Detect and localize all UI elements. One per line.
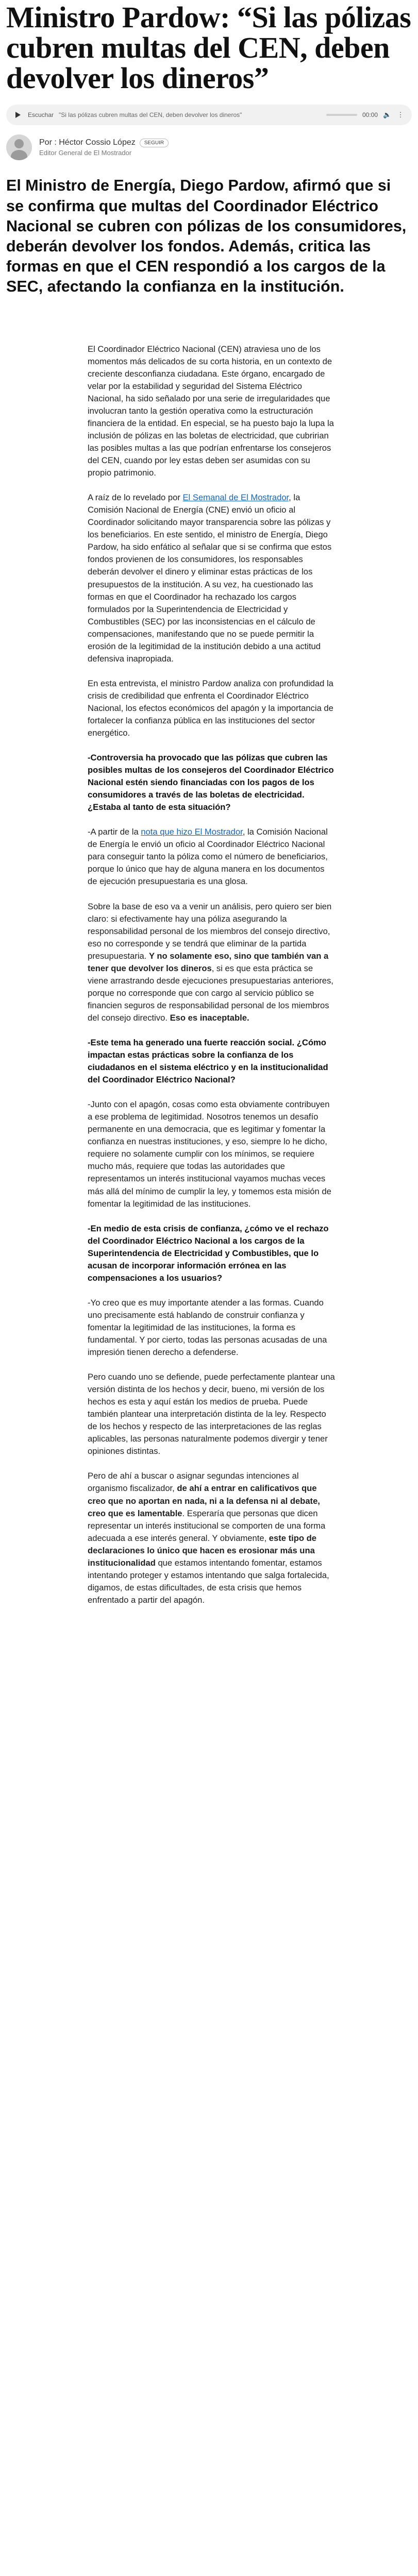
paragraph: Pero de ahí a buscar o asignar segundas intenciones al organismo fiscalizador, de ahí a entrar en calificativos que creo que no aportan en nada, ni a la defensa ni al debate, creo que es lamentable. Esperaría que personas que dicen representar un interés institucional se comporten de una forma adecuada a ese interés general. Y obviamente, este tipo de declaraciones lo único que hacen es erosionar más una institucionalidad que estamos intentando fomentar, estamos intentando proteger y estamos intentando que salga fortalecida, digamos, de estas dificultades, de esta crisis que hemos enfrentado a partir del apagón. (88, 1471, 329, 1605)
el-semanal-link[interactable]: El Semanal de El Mostrador (182, 493, 289, 503)
paragraph: -Yo creo que es muy importante atender a las formas. Cuando uno precisamente está hablando de construir confianza y fomentar la legitimidad de las instituciones, la forma es fundamental. Y por cierto, todas las personas acusadas de una impresión tienen derecho a defenderse. (88, 1297, 327, 1358)
author-block (6, 134, 412, 160)
interview-question: -En medio de esta crisis de confianza, ¿cómo ve el rechazo del Coordinador Eléctrico Nacional a los cargos de la Superintendencia de Electricidad y Combustibles, que lo acusan de incorporar información errónea en las compensaciones a los usuarios? (88, 1223, 329, 1283)
play-icon[interactable] (13, 110, 23, 120)
author-byline: Por : Héctor Cossio López (39, 138, 136, 147)
audio-time: 00:00 (362, 111, 378, 119)
interview-question: -Este tema ha generado una fuerte reacción social. ¿Cómo impactan estas prácticas sobre la confianza de los ciudadanos en el sistema eléctrico y en la institucionalidad del Coordinador Eléctrico Nacional? (88, 1038, 328, 1085)
nota-link[interactable]: nota que hizo El Mostrador (141, 827, 243, 837)
article-lead: El Ministro de Energía, Diego Pardow, afirmó que si se confirma que multas del Coordinador Eléctrico Nacional se cubren con pólizas de los consumidores, deberán devolver los fondos. Además, critica las formas en que el CEN respondió a los cargos de la SEC, afectando la confianza en la institución. (6, 177, 407, 295)
paragraph: El Coordinador Eléctrico Nacional (CEN) atraviesa uno de los momentos más delicados de su corta historia, en un contexto de creciente desconfianza ciudadana. Este órgano, encargado de velar por la estabilidad y seguridad del Sistema Eléctrico Nacional, ha sido señalado por una serie de irregularidades que involucran tanto la gestión operativa como la estructuración financiera de la entidad. En especial, se ha puesto bajo la lupa la inclusión de pólizas en las boletas de electricidad, que cubririan las posibles multas a las que podrían enfrentarse los consejeros del CEN, cuando por ley estas deben ser asumidas con su propio patrimonio. (88, 344, 334, 478)
follow-button[interactable]: SEGUIR (140, 139, 169, 147)
paragraph: -A partir de la nota que hizo El Mostrador, la Comisión Nacional de Energía le envió un oficio al Coordinador Eléctrico Nacional para conseguir tanto la póliza como el número de beneficiarios, porque lo único que hay de alguna manera en los documentos de ejecución presupuestaria es una glosa. (88, 827, 328, 887)
audio-track-title: "Si las pólizas cubren multas del CEN, deben devolver los dineros" (59, 111, 242, 119)
author-role: Editor General de El Mostrador (39, 149, 132, 157)
paragraph: Pero cuando uno se defiende, puede perfectamente plantear una versión distinta de los hechos y decir, bueno, mi versión de los hechos es esta y aquí están los medios de prueba. Puede también plantear una interpretación distinta de la ley. Respecto de los hechos y respecto de las interpretaciones de las reglas aplicables, las personas naturalmente podemos divergir y tener opiniones distintas. (88, 1372, 335, 1456)
audio-label: Escuchar (28, 111, 54, 119)
paragraph: En esta entrevista, el ministro Pardow analiza con profundidad la crisis de credibilidad que enfrenta el Coordinador Eléctrico Nacional, los efectos económicos del apagón y la importancia de fortalecer la confianza pública en las instituciones del sector energético. (88, 678, 333, 738)
paragraph: Sobre la base de eso va a venir un análisis, pero quiero ser bien claro: si efectivamente hay una póliza asegurando la responsabilidad personal de los miembros del consejo directivo, eso no corresponde y se tendrá que eliminar de la partida presupuestaria. Y no solamente eso, sino que también van a tener que devolver los dineros, si es que esta práctica se viene arrastrando desde ejecuciones presupuestarias anteriores, porque no corresponde que con cargo al servicio público se financien seguros de responsabilidad personal de los miembros del consejo directivo. Eso es inaceptable. (88, 901, 333, 1023)
article-body (88, 343, 335, 1606)
audio-progress-bar[interactable] (326, 114, 357, 116)
volume-icon[interactable]: 🔈 (383, 111, 392, 119)
more-icon[interactable]: ⋮ (397, 111, 404, 119)
interview-question: -Controversia ha provocado que las pólizas que cubren las posibles multas de los consejeros del Coordinador Eléctrico Nacional estén siendo financiadas con los pagos de los consumidores a través de las boletas de electricidad. ¿Estaba al tanto de esta situación? (88, 753, 334, 812)
paragraph: A raíz de lo revelado por El Semanal de El Mostrador, la Comisión Nacional de Energía (CNE) envió un oficio al Coordinador solicitando mayor transparencia sobre las pólizas y los beneficiarios. En este sentido, el ministro de Energía, Diego Pardow, ha sido enfático al señalar que si se confirma que estos fondos provienen de los consumidores, los responsables deberán devolver el dinero y eliminar estas prácticas de los presupuestos de la institución. A su vez, ha cuestionado las formas en que el Coordinador ha rechazado los cargos formulados por la Superintendencia de Electricidad y Combustibles (SEC) por las inconsistencias en el cálculo de compensaciones, manifestando que no se puede permitir la erosión de la legitimidad de la institución debido a una actitud defensiva inapropiada. (88, 493, 332, 664)
avatar (6, 134, 32, 160)
article-title: Ministro Pardow: “Si las pólizas cubren multas del CEN, deben devolver los dineros” (6, 1, 411, 95)
audio-player[interactable] (6, 105, 412, 125)
paragraph: -Junto con el apagón, cosas como esta obviamente contribuyen a ese problema de legitimidad. Nosotros tenemos un desafío permanente en una democracia, que es legitimar y fomentar la confianza en nuestras instituciones, y eso, siempre lo he dicho, requiere no solamente cumplir con los mínimos, se requiere mucho más, requiere que todas las autoridades que representamos un interés institucional vayamos muchas veces más allá del mínimo de cumplir la ley, y tomemos esta misión de fomentar la legitimidad de las instituciones. (88, 1099, 331, 1209)
